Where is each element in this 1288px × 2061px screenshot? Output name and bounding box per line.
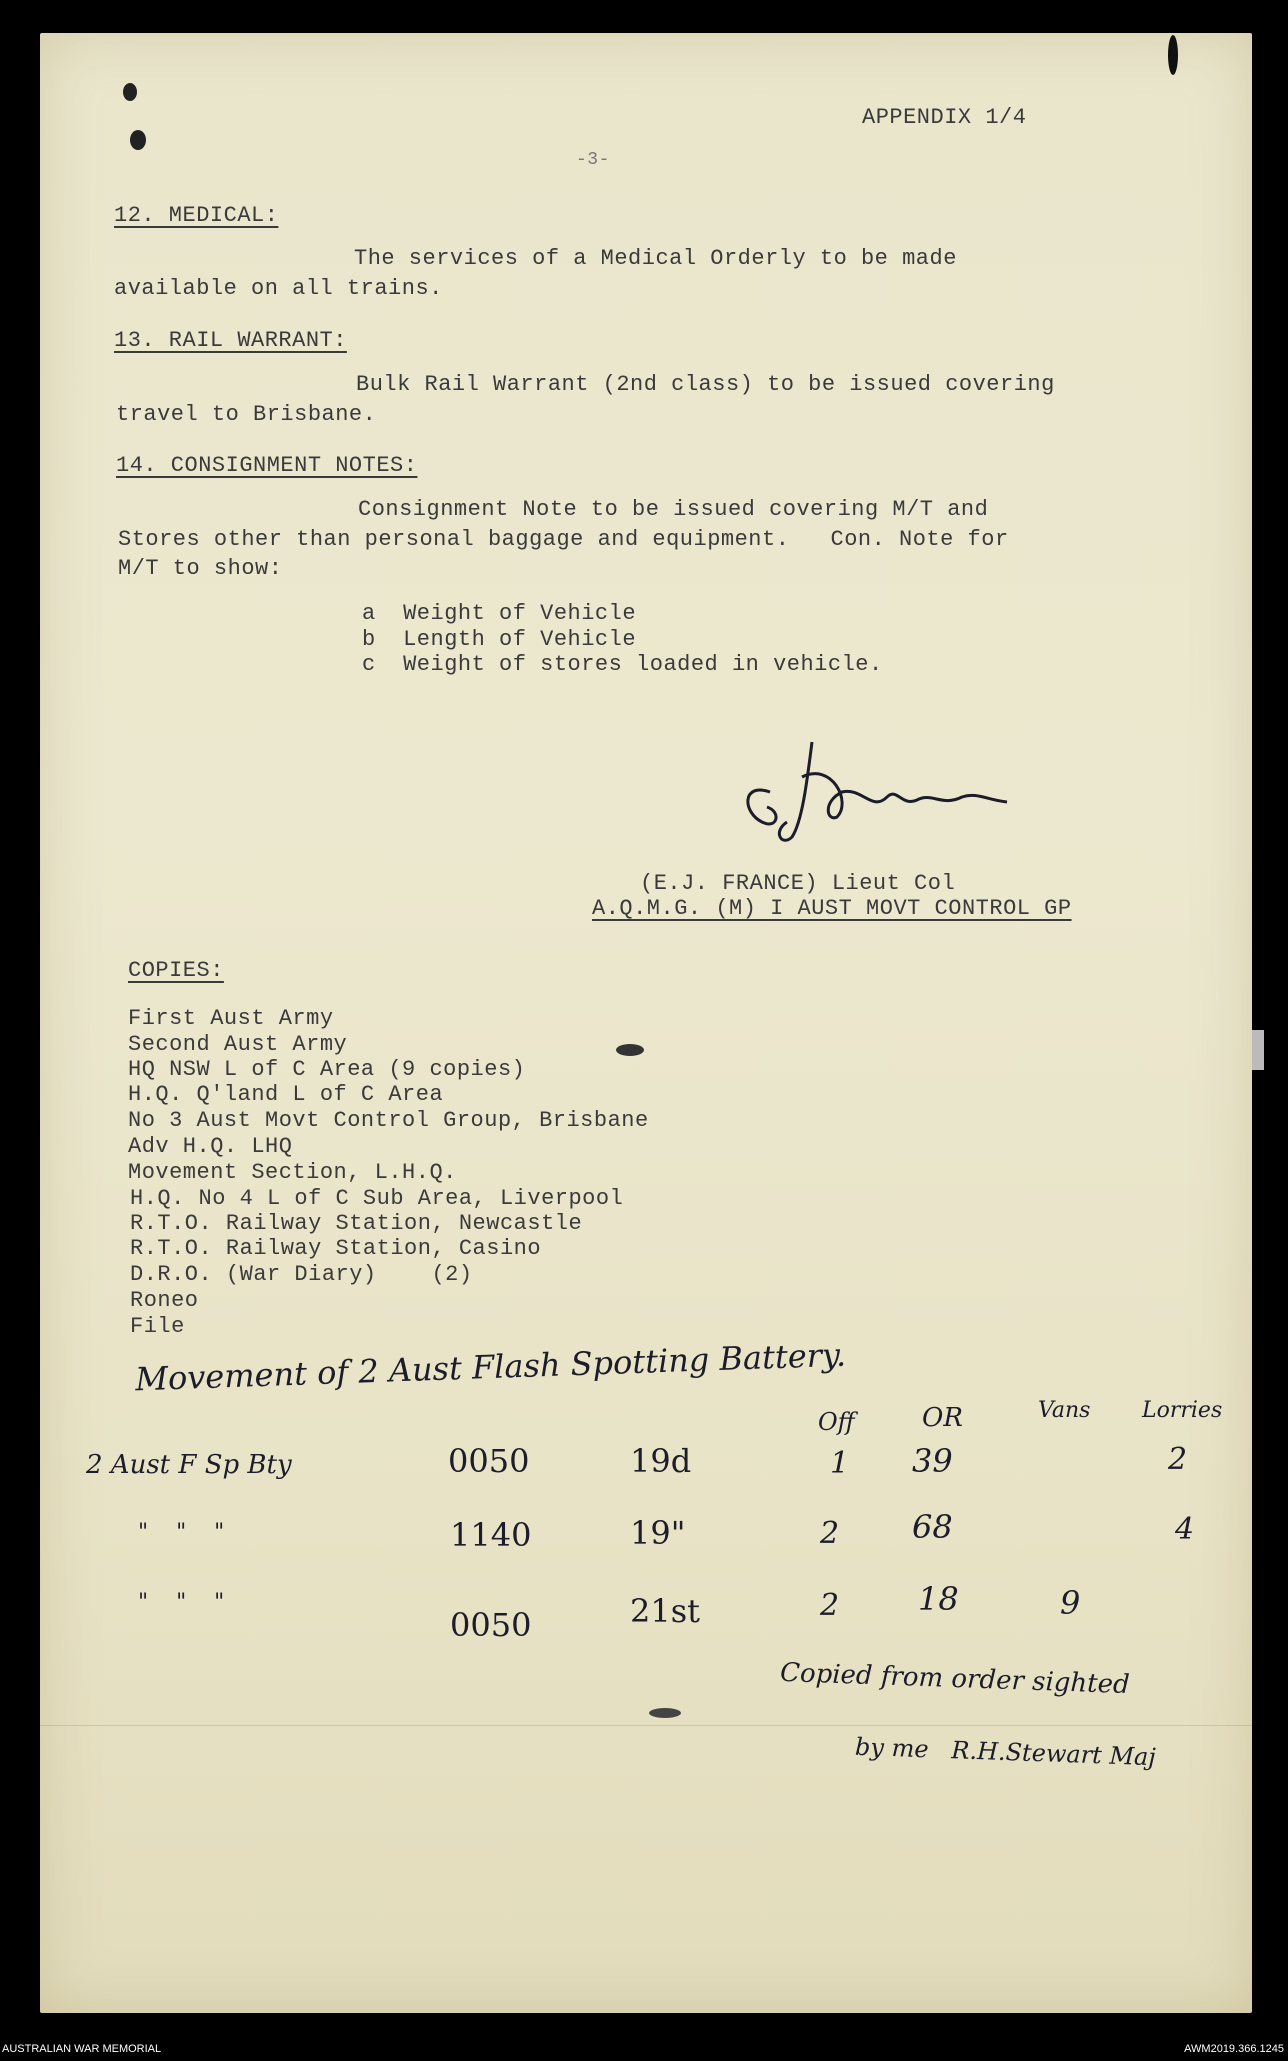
footer-source: AUSTRALIAN WAR MEMORIAL <box>2 2043 162 2055</box>
row-off: 2 <box>820 1588 840 1623</box>
copies-item: Roneo <box>130 1288 199 1313</box>
footer-accession-number: AWM2019.366.1245 <box>1184 2043 1284 2055</box>
row-off: 1 <box>830 1446 850 1481</box>
section-14-line: Stores other than personal baggage and equipment. Con. Note for <box>118 527 1009 552</box>
row-time: 1140 <box>450 1516 532 1554</box>
handwritten-note: by me R.H.Stewart Maj <box>854 1732 1157 1772</box>
row-time: 0050 <box>448 1442 530 1480</box>
signatory-name: (E.J. FRANCE) Lieut Col <box>640 871 956 896</box>
copies-item: First Aust Army <box>128 1006 334 1031</box>
row-unit: " " " <box>138 1590 225 1615</box>
appendix-label: APPENDIX 1/4 <box>862 105 1027 130</box>
copies-item: D.R.O. (War Diary) (2) <box>130 1262 473 1287</box>
column-header-vans: Vans <box>1038 1398 1091 1423</box>
copies-item: Adv H.Q. LHQ <box>128 1134 293 1159</box>
row-or: 18 <box>918 1580 959 1618</box>
copies-item: R.T.O. Railway Station, Casino <box>130 1236 542 1261</box>
column-header-off: Off <box>818 1408 855 1436</box>
section-13-line: Bulk Rail Warrant (2nd class) to be issued covering <box>356 372 1055 397</box>
handwritten-signature <box>722 722 1022 852</box>
copies-item: No 3 Aust Movt Control Group, Brisbane <box>128 1108 649 1133</box>
section-14-line: Consignment Note to be issued covering M/T and <box>358 497 989 522</box>
row-unit: 2 Aust F Sp Bty <box>86 1450 292 1480</box>
copies-item: H.Q. No 4 L of C Sub Area, Liverpool <box>130 1186 624 1211</box>
row-lorries: 2 <box>1168 1442 1188 1477</box>
copies-item: R.T.O. Railway Station, Newcastle <box>130 1211 583 1236</box>
row-date: 21st <box>630 1592 700 1630</box>
page-number: -3- <box>576 150 610 170</box>
row-date: 19d <box>630 1442 692 1480</box>
copies-item: H.Q. Q'land L of C Area <box>128 1082 444 1107</box>
section-14-list-item: a Weight of Vehicle <box>362 601 637 626</box>
section-13-heading: 13. RAIL WARRANT: <box>114 328 347 353</box>
handwritten-note: Copied from order sighted <box>779 1657 1131 1701</box>
section-14-list-item: b Length of Vehicle <box>362 627 637 652</box>
column-header-or: OR <box>922 1403 963 1433</box>
section-14-line: M/T to show: <box>118 556 283 581</box>
column-header-lorries: Lorries <box>1142 1398 1223 1423</box>
copies-item: Movement Section, L.H.Q. <box>128 1160 457 1185</box>
row-unit: " " " <box>138 1520 225 1545</box>
section-12-heading: 12. MEDICAL: <box>114 203 279 228</box>
copies-item: Second Aust Army <box>128 1032 348 1057</box>
section-14-heading: 14. CONSIGNMENT NOTES: <box>116 453 418 478</box>
row-date: 19" <box>630 1514 686 1552</box>
copies-item: File <box>130 1314 185 1339</box>
signatory-title: A.Q.M.G. (M) I AUST MOVT CONTROL GP <box>592 896 1072 921</box>
handwritten-title: Movement of 2 Aust Flash Spotting Battery. <box>134 1335 847 1399</box>
row-or: 68 <box>912 1508 953 1546</box>
row-off: 2 <box>820 1516 840 1551</box>
copies-heading: COPIES: <box>128 958 224 983</box>
row-time: 0050 <box>450 1606 532 1644</box>
copies-item: HQ NSW L of C Area (9 copies) <box>128 1057 526 1082</box>
row-vans: 9 <box>1060 1584 1081 1622</box>
section-14-list-item: c Weight of stores loaded in vehicle. <box>362 652 883 677</box>
row-lorries: 4 <box>1175 1512 1195 1547</box>
section-13-line: travel to Brisbane. <box>116 402 377 427</box>
row-or: 39 <box>912 1442 953 1480</box>
section-12-line: The services of a Medical Orderly to be made <box>354 246 957 271</box>
section-12-line: available on all trains. <box>114 276 443 301</box>
